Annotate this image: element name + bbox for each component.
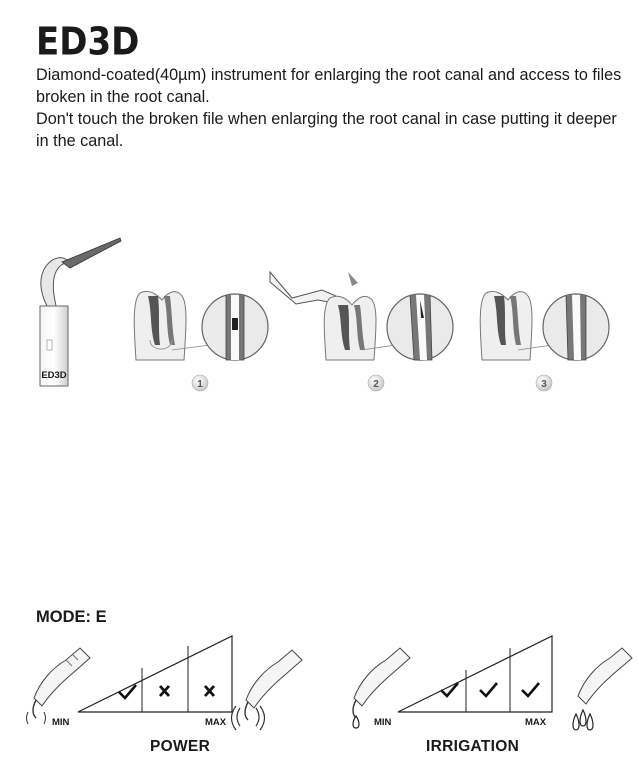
mode-label: MODE: E [36, 608, 107, 626]
handpiece-icon [33, 648, 90, 718]
handpiece-icon [578, 648, 632, 704]
irrigation-caption: IRRIGATION [426, 738, 520, 755]
step-1-number: 1 [197, 379, 203, 390]
step-1-illustration [134, 291, 268, 391]
tip-label: ED3D [41, 370, 67, 381]
vibration-icon [232, 706, 265, 730]
product-title: ED3D [36, 20, 140, 65]
description-line-1: Diamond-coated(40µm) instrument for enlarging the root canal and access to files broken in the root canal. [36, 66, 622, 106]
step-2-number: 2 [373, 379, 379, 390]
step-3-number: 3 [541, 379, 547, 390]
irrigation-diagram [353, 636, 632, 730]
step-2-illustration [270, 272, 453, 391]
instrument-tip-icon [40, 238, 121, 386]
step-3-illustration [480, 291, 609, 391]
handpiece-icon [245, 650, 302, 720]
power-max-label: MAX [205, 717, 227, 728]
power-min-label: MIN [52, 717, 70, 728]
power-diagram [27, 636, 303, 730]
handpiece-icon [353, 648, 410, 718]
water-drop-icon [573, 710, 593, 730]
irrigation-min-label: MIN [374, 717, 392, 728]
water-drop-icon [353, 716, 359, 728]
power-caption: POWER [150, 738, 211, 755]
irrigation-max-label: MAX [525, 717, 547, 728]
description-line-2: Don't touch the broken file when enlarging the root canal in case putting it deeper in the canal. [36, 110, 617, 150]
